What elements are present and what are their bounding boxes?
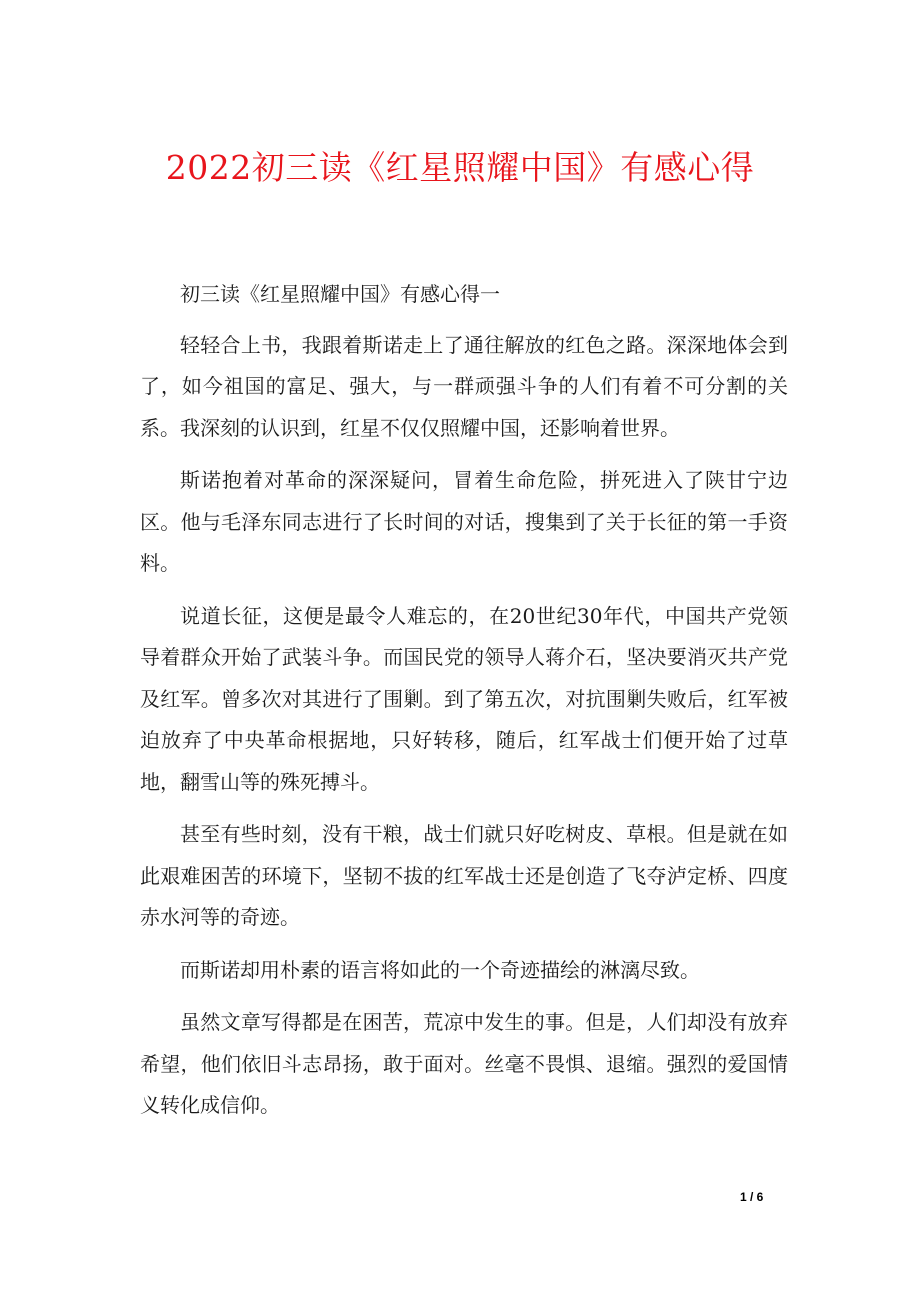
paragraph: 甚至有些时刻，没有干粮，战士们就只好吃树皮、草根。但是就在如此艰难困苦的环境下，坚韧不拔的红军战士还是创造了飞夺泸定桥、四度赤水河等的奇迹。 [140, 822, 788, 929]
paragraph: 轻轻合上书，我跟着斯诺走上了通往解放的红色之路。深深地体会到了，如今祖国的富足、强大，与一群顽强斗争的人们有着不可分割的关系。我深刻的认识到，红星不仅仅照耀中国，还影响着世界。 [140, 332, 788, 440]
paragraph: 虽然文章写得都是在困苦，荒凉中发生的事。但是，人们却没有放弃希望，他们依旧斗志昂扬，敢于面对。丝毫不畏惧、退缩。强烈的爱国情义转化成信仰。 [140, 1010, 788, 1117]
paragraph: 而斯诺却用朴素的语言将如此的一个奇迹描绘的淋漓尽致。 [180, 957, 700, 982]
document-body [140, 274, 788, 1138]
section-subheading: 初三读《红星照耀中国》有感心得一 [180, 282, 500, 306]
paragraph: 斯诺抱着对革命的深深疑问，冒着生命危险，拼死进入了陕甘宁边区。他与毛泽东同志进行了长时间的对话，搜集到了关于长征的第一手资料。 [140, 468, 788, 575]
page-number: 1 / 6 [740, 1190, 764, 1204]
paragraph: 说道长征，这便是最令人难忘的，在20世纪30年代，中国共产党领导着群众开始了武装斗争。而国民党的领导人蒋介石，坚决要消灭共产党及红军。曾多次对其进行了围剿。到了第五次，对抗围剿失败后，红军被迫放弃了中央革命根据地，只好转移，随后，红军战士们便开始了过草地，翻雪山等的殊死搏斗。 [140, 603, 788, 794]
document-title: 2022初三读《红星照耀中国》有感心得 [165, 148, 755, 187]
